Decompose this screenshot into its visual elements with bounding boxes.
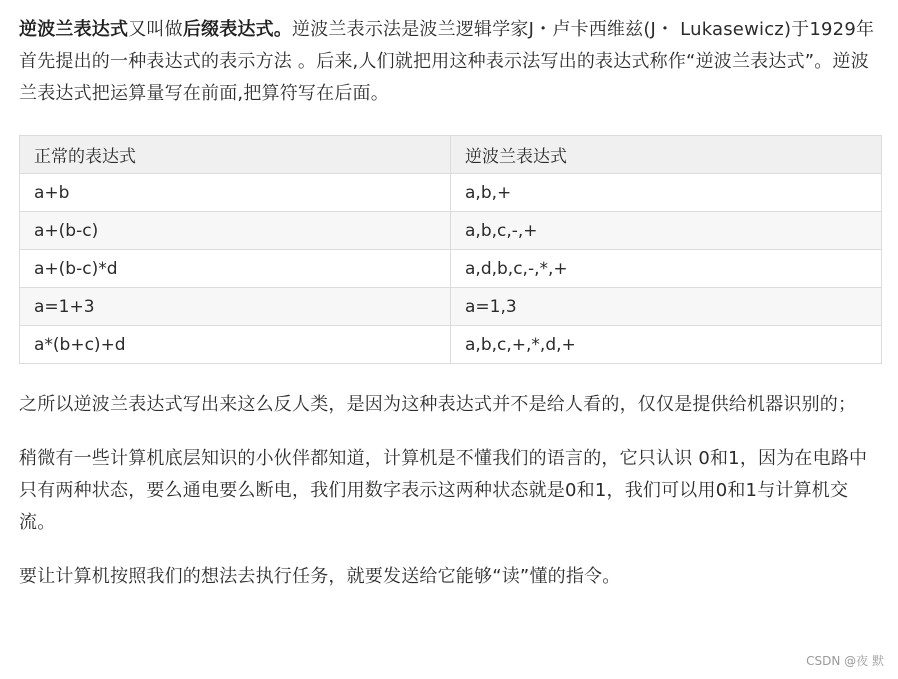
table-row [20, 288, 882, 326]
article-content [19, 14, 882, 593]
table-cell-normal: a+(b-c) [20, 212, 451, 250]
table-cell-normal: a*(b+c)+d [20, 326, 451, 364]
table-cell-rpn: a,b,c,+,*,d,+ [451, 326, 882, 364]
table-row [20, 250, 882, 288]
paragraph-machine-readable: 之所以逆波兰表达式写出来这么反人类，是因为这种表达式并不是给人看的，仅仅是提供给机器识别的； [19, 394, 857, 415]
term-reverse-polish: 逆波兰表达式 [19, 19, 129, 40]
paragraph-instructions: 要让计算机按照我们的想法去执行任务，就要发送给它能够“读”懂的指令。 [19, 566, 621, 587]
table-row [20, 212, 882, 250]
paragraph-binary: 稍微有一些计算机底层知识的小伙伴都知道，计算机是不懂我们的语言的，它只认识 0和1，因为在电路中只有两种状态，要么通电要么断电，我们用数字表示这两种状态就是0和1，我们可以用0和1与计算机交流。 [19, 448, 868, 533]
intro-connector: 又叫做 [128, 19, 183, 40]
table-cell-rpn: a,d,b,c,-,*,+ [451, 250, 882, 288]
table-cell-normal: a=1+3 [20, 288, 451, 326]
table-cell-rpn: a=1,3 [451, 288, 882, 326]
intro-period: 。 [273, 19, 293, 40]
csdn-watermark: CSDN @夜 默 [806, 654, 884, 668]
term-postfix: 后缀表达式 [182, 19, 274, 40]
expression-table [19, 135, 882, 364]
table-header-rpn: 逆波兰表达式 [451, 136, 882, 174]
table-header-row [20, 136, 882, 174]
table-row [20, 174, 882, 212]
table-cell-rpn: a,b,+ [451, 174, 882, 212]
intro-paragraph [19, 14, 882, 110]
intro-rest: 逆波兰表示法是波兰逻辑学家J・卢卡西维兹(J・ Lukasewicz)于1929年首先提出的一种表达式的表示方法 。后来,人们就把用这种表示法写出的表达式称作“逆波兰表达式”。逆波兰表达式把运算量写在前面,把算符写在后面。 [19, 19, 875, 104]
table-cell-rpn: a,b,c,-,+ [451, 212, 882, 250]
table-header-normal: 正常的表达式 [20, 136, 451, 174]
table-cell-normal: a+(b-c)*d [20, 250, 451, 288]
table-row [20, 326, 882, 364]
table-cell-normal: a+b [20, 174, 451, 212]
